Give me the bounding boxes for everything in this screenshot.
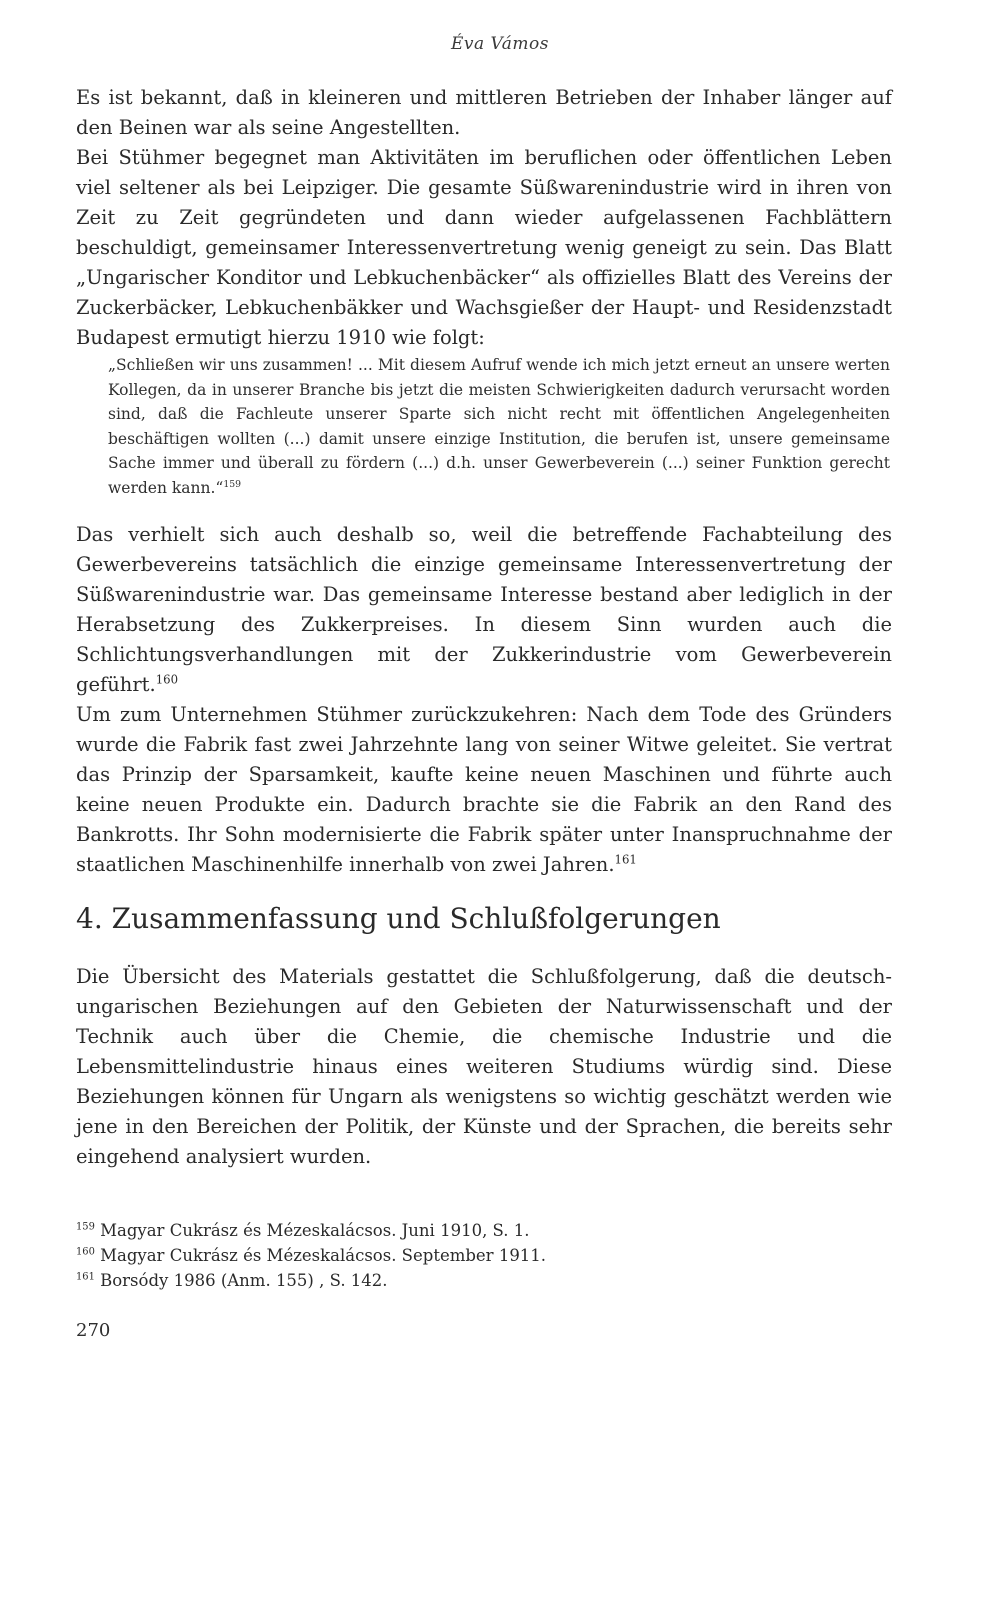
quote-text: „Schließen wir uns zusammen! ... Mit diesem Aufruf wende ich mich jetzt erneut an unsere werten Kollegen, da in unserer Branche bis jetzt die meisten Schwierigkeiten dadurch verursacht worden sind, daß die Fachleute unserer Sparte sich nicht recht mit öffentlichen Angelegenheiten beschäftigen wollten (...) damit unsere einzige Institution, die berufen ist, unsere gemeinsame Sache immer und überall zu fördern (...) d.h. unser Gewerbeverein (...) seiner Funktion gerecht werden kann.“ xyxy=(108,356,890,497)
section-heading: 4. Zusammenfassung und Schlußfolgerungen xyxy=(76,902,721,935)
paragraph-4-text: Um zum Unternehmen Stühmer zurückzukehren: Nach dem Tode des Gründers wurde die Fabrik fast zwei Jahrzehnte lang von seiner Witwe geleitet. Sie vertrat das Prinzip der Sparsamkeit, kaufte keine neuen Maschinen und führte auch keine neuen Produkte ein. Dadurch brachte sie die Fabrik an den Rand des Bankrotts. Ihr Sohn modernisierte die Fabrik später unter Inanspruchnahme der staatlichen Maschinenhilfe innerhalb von zwei Jahren. xyxy=(76,703,892,876)
paragraph-5: Die Übersicht des Materials gestattet die Schlußfolgerung, daß die deutsch-ungarischen Beziehungen auf den Gebieten der Naturwissenschaft und der Technik auch über die Chemie, die chemische Industrie und die Lebensmittelindustrie hinaus eines weiteren Studiums würdig sind. Diese Beziehungen können für Ungarn als wenigstens so wichtig geschätzt werden wie jene in den Bereichen der Politik, der Künste und der Sprachen, die bereits sehr eingehend analysiert wurden. xyxy=(76,965,892,1168)
body-text-middle xyxy=(76,520,892,880)
footnote-ref-161[interactable]: 161 xyxy=(614,852,637,867)
footnote-number: 159 xyxy=(76,1221,95,1233)
footnote-text: Borsódy 1986 (Anm. 155) , S. 142. xyxy=(100,1271,388,1290)
footnote-ref-159[interactable]: 159 xyxy=(223,478,242,490)
paragraph-3 xyxy=(76,520,892,700)
body-text-conclusion xyxy=(76,962,892,1172)
footnote-159 xyxy=(76,1218,892,1243)
paragraph-3-text: Das verhielt sich auch deshalb so, weil die betreffende Fachabteilung des Gewerbevereins tatsächlich die einzige gemeinsame Interessenvertretung der Süßwarenindustrie war. Das gemeinsame Interesse bestand aber lediglich in der Herabsetzung des Zukkerpreises. In diesem Sinn wurden auch die Schlichtungsverhandlungen mit der Zukkerindustrie vom Gewerbeverein geführt. xyxy=(76,523,892,696)
footnote-text: Magyar Cukrász és Mézeskalácsos. September 1911. xyxy=(100,1246,547,1265)
body-text-top xyxy=(76,83,892,353)
paragraph-4 xyxy=(76,700,892,880)
paragraph-2: Bei Stühmer begegnet man Aktivitäten im beruflichen oder öffentlichen Leben viel seltener als bei Leipziger. Die gesamte Süßwarenindustrie wird in ihren von Zeit zu Zeit gegründeten und dann wieder aufgelassenen Fachblättern beschuldigt, gemeinsamer Interessenvertretung wenig geneigt zu sein. Das Blatt „Ungarischer Konditor und Lebkuchenbäcker“ als offizielles Blatt des Vereins der Zuckerbäcker, Lebkuchenbäkker und Wachsgießer der Haupt- und Residenzstadt Budapest ermutigt hierzu 1910 wie folgt: xyxy=(76,146,892,349)
footnote-number: 160 xyxy=(76,1246,95,1258)
paragraph-1: Es ist bekannt, daß in kleineren und mittleren Betrieben der Inhaber länger auf den Beinen war als seine Angestellten. xyxy=(76,86,892,139)
footnotes xyxy=(76,1218,892,1293)
footnote-160 xyxy=(76,1243,892,1268)
footnote-ref-160[interactable]: 160 xyxy=(155,672,179,687)
footnote-number: 161 xyxy=(76,1271,95,1283)
page-number: 270 xyxy=(76,1320,111,1341)
block-quote xyxy=(108,353,890,500)
footnote-161 xyxy=(76,1268,892,1293)
footnote-text: Magyar Cukrász és Mézeskalácsos. Juni 1910, S. 1. xyxy=(100,1221,530,1240)
running-head: Éva Vámos xyxy=(451,34,549,54)
